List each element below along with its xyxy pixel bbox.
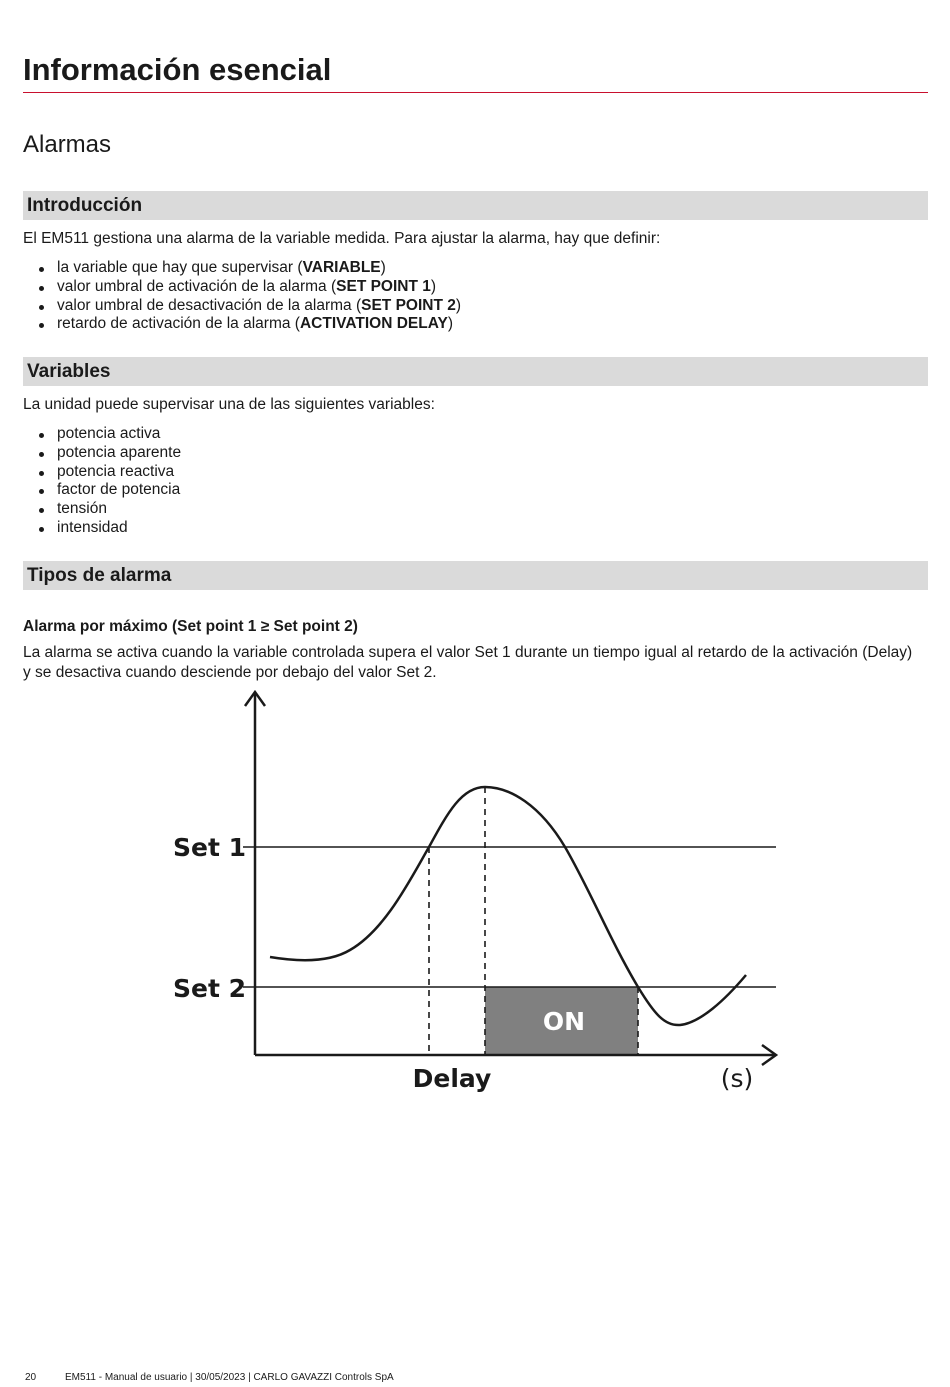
alarm-max-text-line2: y se desactiva cuando desciende por debajo del valor Set 2.: [23, 664, 437, 681]
list-item: intensidad: [23, 519, 181, 538]
alarm-types-heading: Tipos de alarma: [23, 561, 928, 590]
on-label: ON: [542, 1007, 586, 1036]
list-item: potencia reactiva: [23, 463, 181, 482]
time-unit-label: (s): [720, 1064, 754, 1093]
set2-label: Set 2: [173, 974, 247, 1003]
delay-label: Delay: [412, 1064, 492, 1093]
list-item: valor umbral de activación de la alarma (SET POINT 1): [23, 278, 461, 297]
section-title: Alarmas: [23, 131, 112, 158]
page-number: 20: [25, 1372, 37, 1383]
alarm-max-text-line1: La alarma se activa cuando la variable controlada supera el valor Set 1 durante un tiempo igual al retardo de la activación (Delay): [23, 644, 913, 661]
page-title: Información esencial: [23, 52, 332, 87]
list-item: potencia activa: [23, 425, 181, 444]
list-item: valor umbral de desactivación de la alarma (SET POINT 2): [23, 297, 461, 316]
alarm-max-subheading: Alarma por máximo (Set point 1 ≥ Set point 2): [23, 618, 358, 635]
intro-text: El EM511 gestiona una alarma de la variable medida. Para ajustar la alarma, hay que definir:: [23, 230, 661, 247]
set1-label: Set 1: [173, 833, 247, 862]
list-item: la variable que hay que supervisar (VARIABLE): [23, 259, 461, 278]
intro-heading: Introducción: [23, 191, 928, 220]
list-item: retardo de activación de la alarma (ACTIVATION DELAY): [23, 315, 461, 334]
variables-heading: Variables: [23, 357, 928, 386]
variables-text: La unidad puede supervisar una de las siguientes variables:: [23, 396, 435, 413]
footer-text: EM511 - Manual de usuario | 30/05/2023 | CARLO GAVAZZI Controls SpA: [65, 1372, 394, 1383]
page-footer: [25, 1372, 394, 1383]
list-item: potencia aparente: [23, 444, 181, 463]
list-item: tensión: [23, 500, 181, 519]
list-item: factor de potencia: [23, 481, 181, 500]
